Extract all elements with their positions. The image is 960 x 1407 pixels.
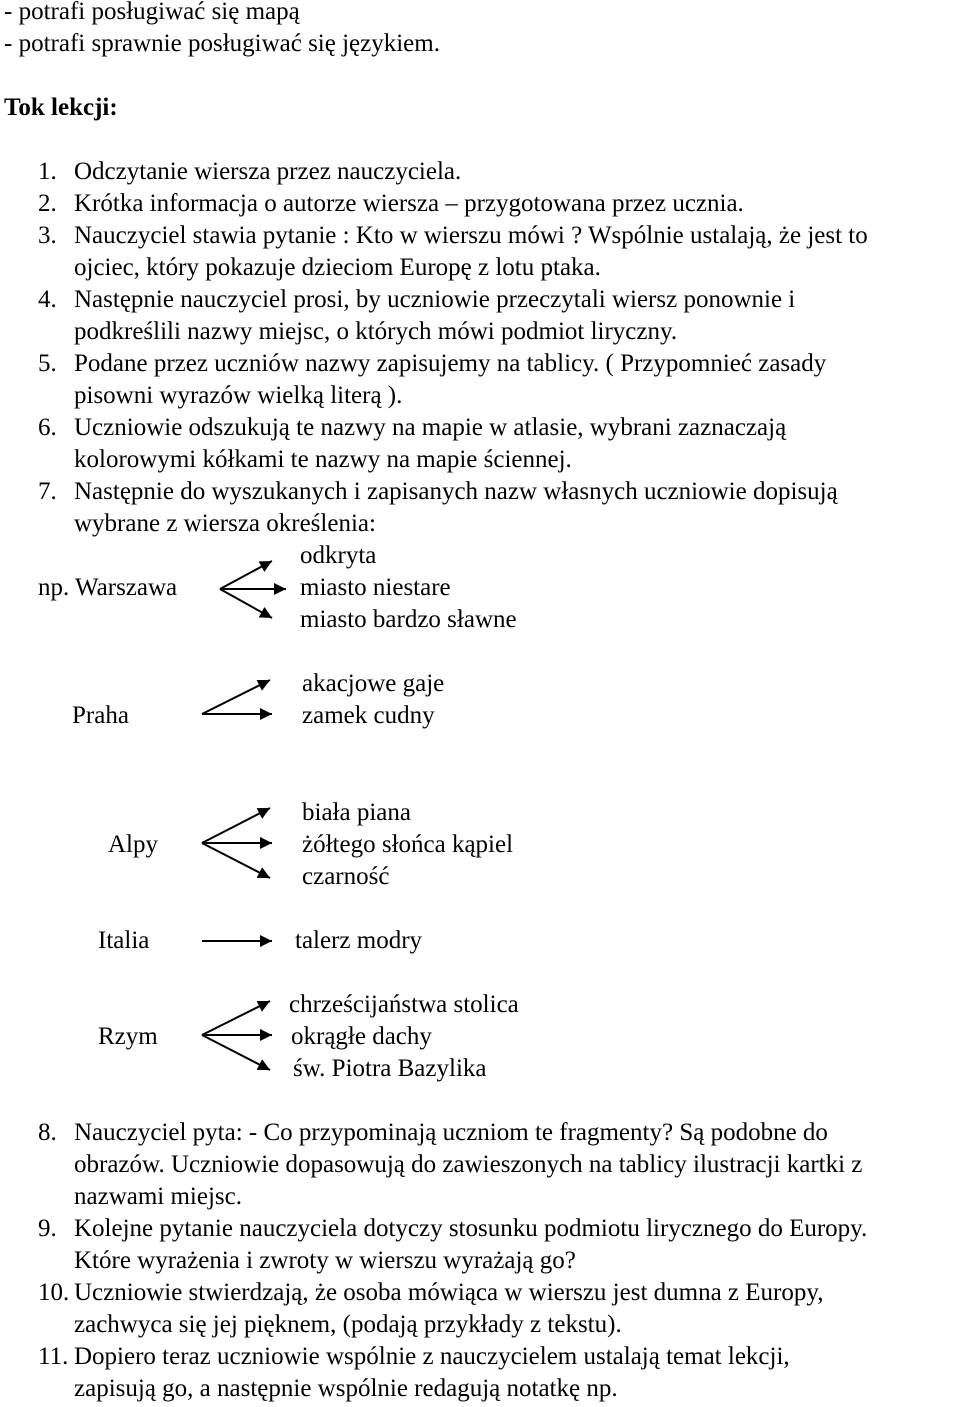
place-label: Italia [98,927,150,954]
step-number: 5. [38,350,57,377]
goal-line: - potrafi sprawnie posługiwać się językiem. [4,30,440,57]
step-text: wybrane z wiersza określenia: [74,510,376,537]
place-attribute: biała piana [302,799,411,826]
step-text: podkreślili nazwy miejsc, o których mówi podmiot liryczny. [74,318,678,345]
step-text: Dopiero teraz uczniowie wspólnie z nauczycielem ustalają temat lekcji, [74,1343,790,1370]
place-attribute: chrześcijaństwa stolica [289,991,519,1018]
step-text: Krótka informacja o autorze wiersza – przygotowana przez ucznia. [74,190,744,217]
place-label: Rzym [98,1023,158,1050]
step-text: obrazów. Uczniowie dopasowują do zawieszonych na tablicy ilustracji kartki z [74,1151,863,1178]
place-label: Alpy [108,831,158,858]
place-attribute: talerz modry [295,927,423,954]
section-heading: Tok lekcji: [4,94,118,121]
arrow-icon [220,589,272,618]
step-number: 1. [38,158,57,185]
step-text: kolorowymi kółkami te nazwy na mapie ściennej. [74,446,572,473]
step-text: pisowni wyrazów wielką literą ). [74,382,403,409]
place-label: np. Warszawa [38,574,178,601]
step-text: Następnie do wyszukanych i zapisanych nazw własnych uczniowie dopisują [74,478,838,505]
place-attribute: odkryta [300,542,377,569]
step-text: Nauczyciel pyta: - Co przypominają uczniom te fragmenty? Są podobne do [74,1119,828,1146]
arrow-icon [220,561,272,589]
step-text: Następnie nauczyciel prosi, by uczniowie przeczytali wiersz ponownie i [74,286,796,313]
place-attribute: czarność [302,863,390,890]
step-number: 9. [38,1215,57,1242]
step-number: 2. [38,190,57,217]
arrow-icon [202,1001,270,1035]
place-attribute: zamek cudny [302,702,435,729]
step-number: 3. [38,222,57,249]
step-text: Uczniowie stwierdzają, że osoba mówiąca w wierszu jest dumna z Europy, [74,1279,824,1306]
step-text: Które wyrażenia i zwroty w wierszu wyrażają go? [74,1247,576,1274]
place-attribute: św. Piotra Bazylika [293,1055,487,1082]
place-attribute: akacjowe gaje [302,670,445,697]
place-attribute: okrągłe dachy [291,1023,432,1050]
step-text: zachwyca się jej pięknem, (podają przykłady z tekstu). [74,1311,622,1338]
arrow-icon [202,808,270,843]
step-text: Odczytanie wiersza przez nauczyciela. [74,158,462,185]
step-number: 6. [38,414,57,441]
arrow-icon [202,1035,270,1070]
place-attribute: żółtego słońca kąpiel [302,831,514,858]
place-label: Praha [72,702,129,729]
place-attribute: miasto niestare [300,574,451,601]
step-text: Podane przez uczniów nazwy zapisujemy na tablicy. ( Przypomnieć zasady [74,350,827,377]
step-text: Nauczyciel stawia pytanie : Kto w wierszu mówi ? Wspólnie ustalają, że jest to [74,222,868,249]
place-attribute: miasto bardzo sławne [300,606,517,633]
arrow-icon [202,843,270,878]
step-number: 10. [38,1279,70,1306]
step-number: 7. [38,478,57,505]
step-text: ojciec, który pokazuje dzieciom Europę z lotu ptaka. [74,254,601,281]
step-text: Uczniowie odszukują te nazwy na mapie w atlasie, wybrani zaznaczają [74,414,787,441]
step-text: Kolejne pytanie nauczyciela dotyczy stosunku podmiotu lirycznego do Europy. [74,1215,868,1242]
step-text: zapisują go, a następnie wspólnie redagują notatkę np. [74,1375,618,1402]
step-number: 8. [38,1119,57,1146]
goal-line: - potrafi posługiwać się mapą [4,0,300,25]
step-text: nazwami miejsc. [74,1183,242,1210]
step-number: 4. [38,286,57,313]
arrow-icon [202,680,270,714]
step-number: 11. [38,1343,69,1370]
